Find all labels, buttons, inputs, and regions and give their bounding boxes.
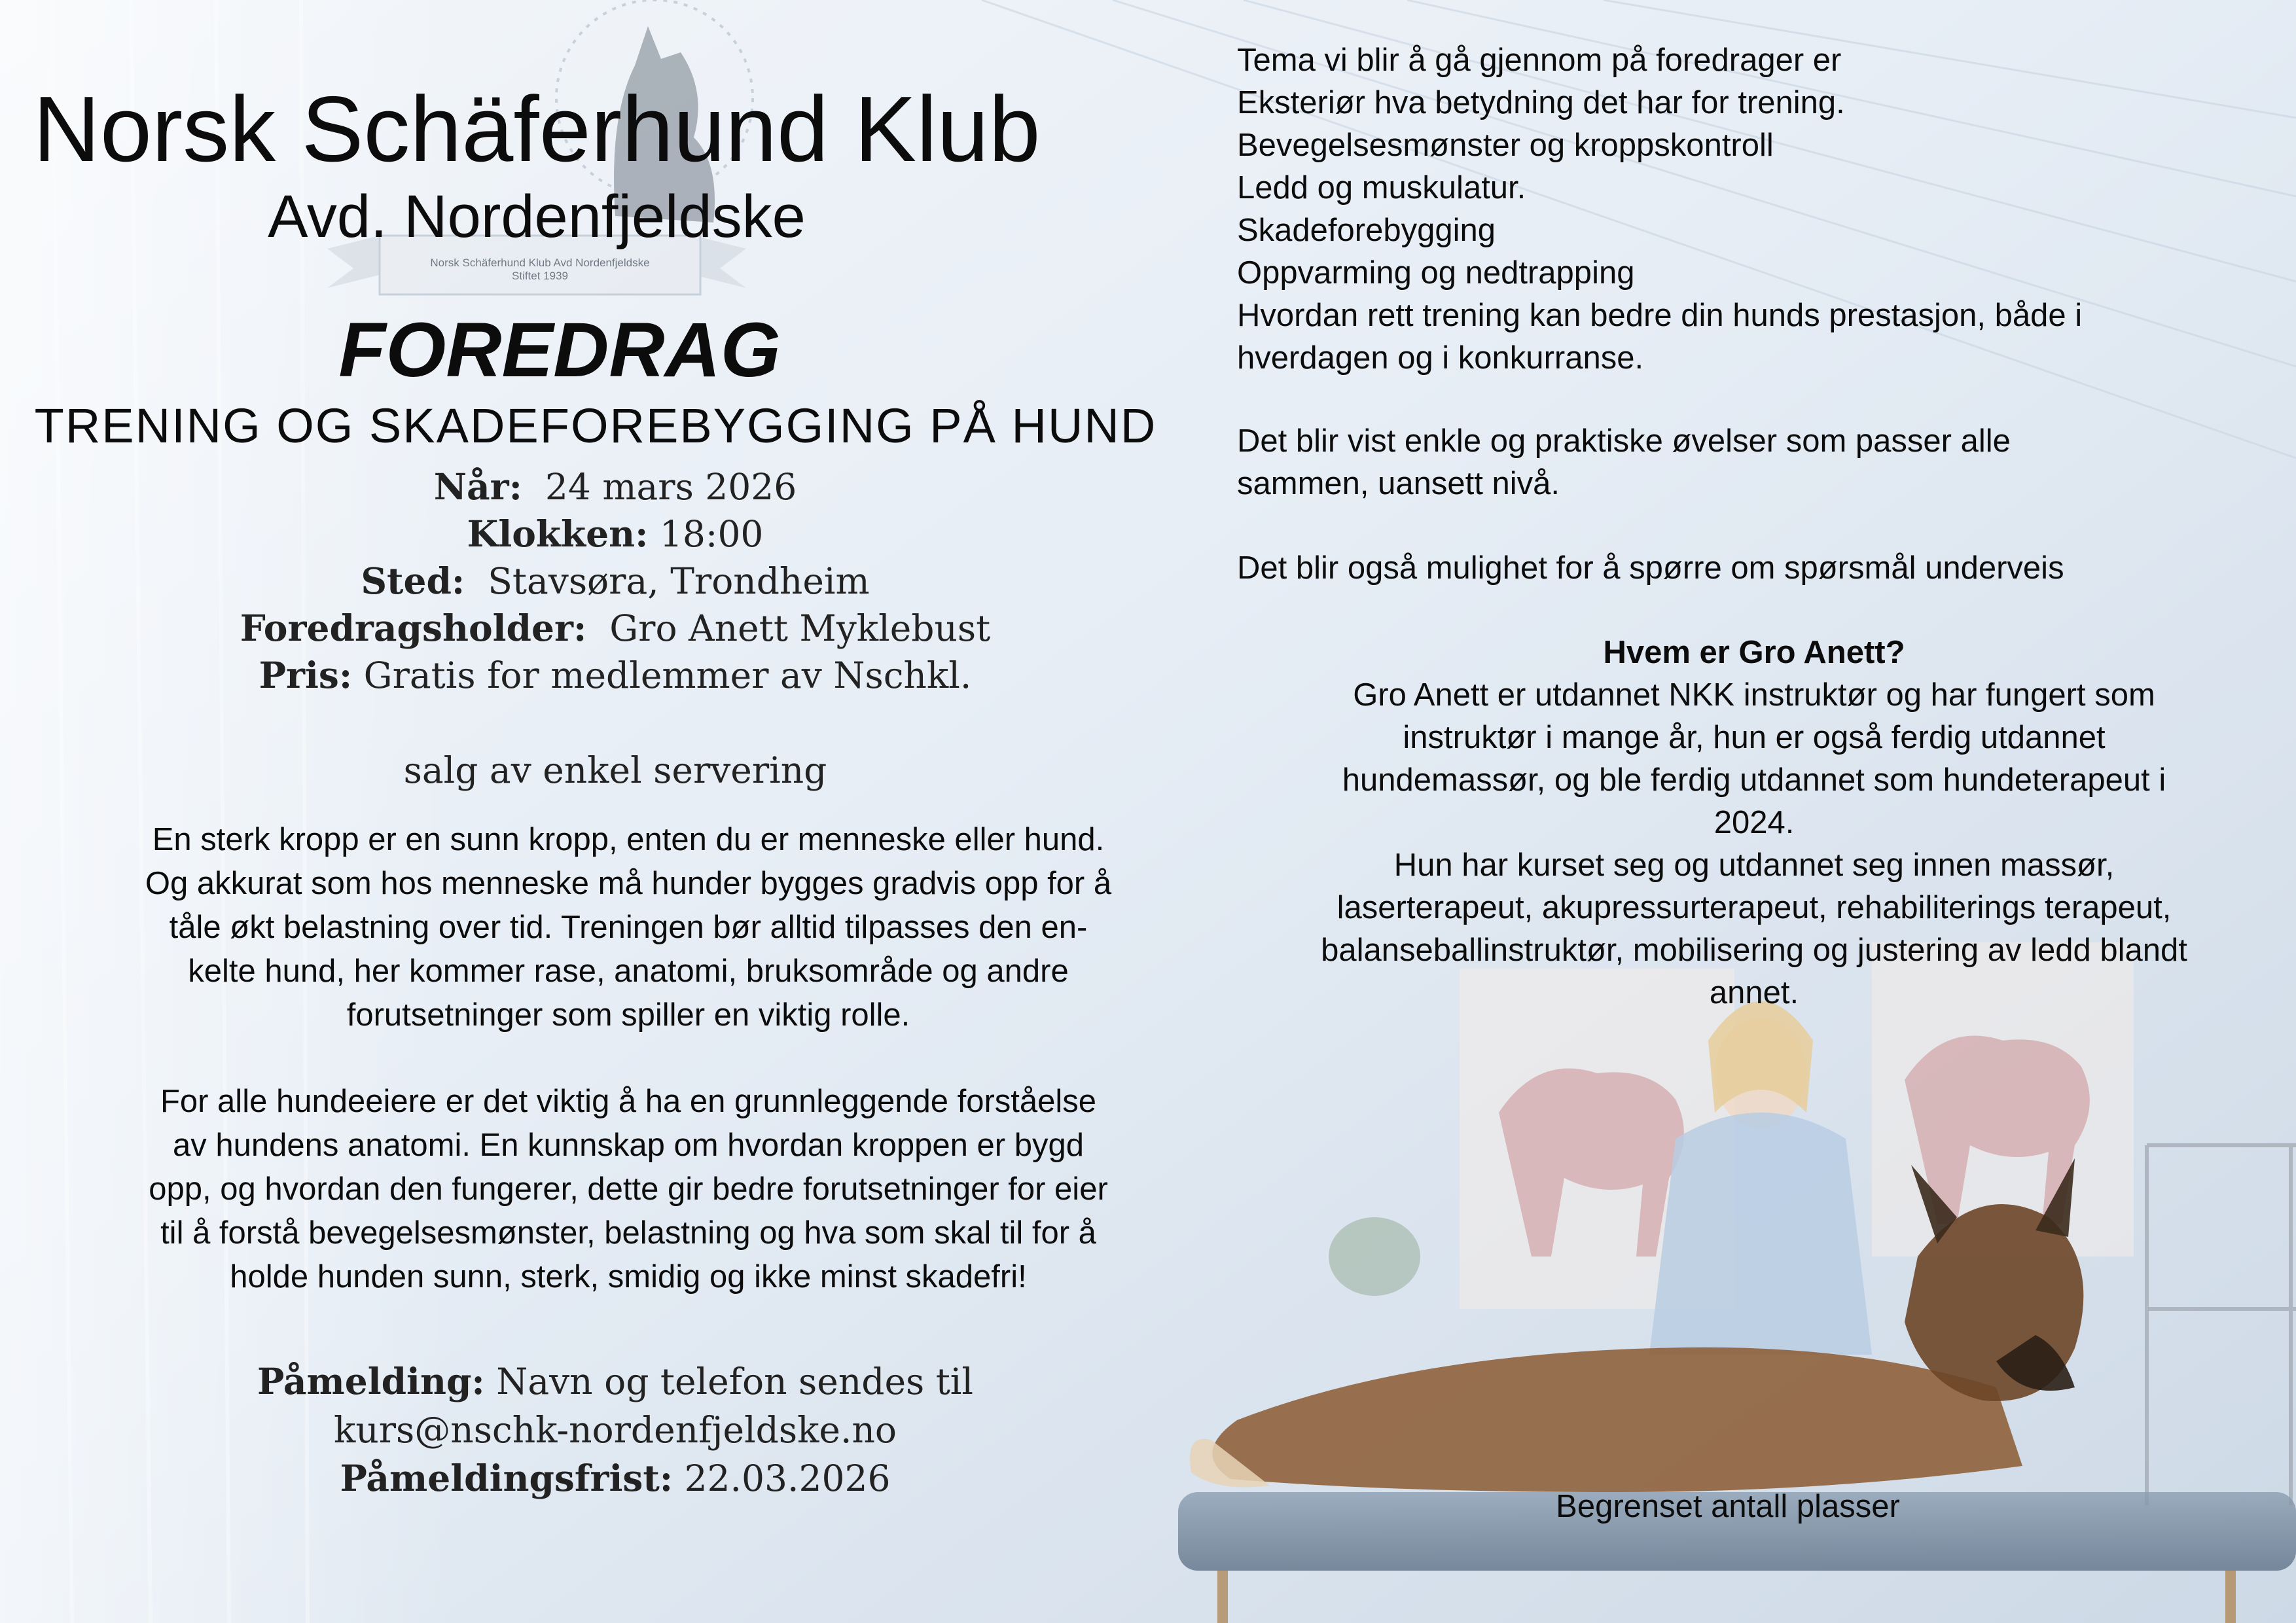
topic-line: hverdagen og i konkurranse.	[1237, 340, 1644, 376]
registration-line	[0, 1357, 1230, 1406]
registration-value: Navn og telefon sendes til	[496, 1361, 973, 1402]
bio-line: laserterapeut, akupressurterapeut, rehabiliterings terapeut,	[1336, 890, 2172, 925]
event-topic: TRENING OG SKADEFOREBYGGING PÅ HUND	[34, 399, 1157, 453]
deadline-value: 22.03.2026	[684, 1457, 891, 1499]
detail-speaker	[0, 605, 1230, 652]
topic-line: Hvordan rett trening kan bedre din hunds prestasjon, både i	[1237, 298, 2083, 333]
detail-label: Klokken:	[467, 512, 649, 555]
text-line: opp, og hvordan den fungerer, dette gir bedre forutsetninger for eier	[149, 1171, 1108, 1207]
text-line: kelte hund, her kommer rase, anatomi, bruksområde og andre	[188, 954, 1069, 989]
club-subtitle: Avd. Nordenfjeldske	[268, 183, 806, 250]
detail-label: Når:	[433, 465, 522, 508]
topic-line: Ledd og muskulatur.	[1237, 170, 1526, 205]
detail-value: 24 mars 2026	[545, 466, 797, 508]
logo-banner	[380, 257, 700, 283]
detail-label: Foredragsholder:	[240, 607, 587, 649]
logo-text: Norsk Schäferhund Klub Avd Nordenfjeldske	[430, 257, 650, 269]
text-line: sammen, uansett nivå.	[1237, 466, 1560, 501]
bio-line: balanseballinstruktør, mobilisering og justering av ledd blandt	[1321, 933, 2187, 968]
topic-line: Tema vi blir å gå gjennom på foredrager er	[1237, 43, 1842, 78]
bio-line: annet.	[1709, 975, 1799, 1010]
detail-time	[0, 510, 1230, 558]
anatomy-paragraph	[39, 1080, 1217, 1299]
topic-line: Eksteriør hva betydning det har for trening.	[1237, 85, 1845, 120]
limited-seats-note: Begrenset antall plasser	[1556, 1489, 1900, 1524]
questions-note: Det blir også mulighet for å spørre om spørsmål underveis	[1237, 550, 2064, 586]
registration	[0, 1357, 1230, 1503]
detail-date	[0, 463, 1230, 510]
text-line: til å forstå bevegelsesmønster, belastning og hva som skal til for å	[160, 1215, 1096, 1251]
bio-title: Hvem er Gro Anett?	[1603, 635, 1905, 670]
topic-line: Oppvarming og nedtrapping	[1237, 255, 1635, 291]
logo-subtext: Stiftet 1939	[511, 270, 568, 282]
text-line: tåle økt belastning over tid. Treningen bør alltid tilpasses den en-	[169, 910, 1088, 945]
serving-note: salg av enkel servering	[403, 749, 827, 791]
detail-price	[0, 652, 1230, 699]
text-line: av hundens anatomi. En kunnskap om hvordan kroppen er bygd	[173, 1128, 1084, 1163]
text-line: holde hunden sunn, sterk, smidig og ikke minst skadefri!	[230, 1259, 1027, 1294]
topics-list	[1237, 39, 2258, 380]
bio-line: Gro Anett er utdannet NKK instruktør og har fungert som	[1353, 677, 2155, 713]
detail-label: Pris:	[259, 654, 353, 696]
exercises-note	[1237, 420, 2258, 505]
intro-paragraph	[39, 818, 1217, 1037]
speaker-bio	[1230, 632, 2278, 1014]
bio-line: hundemassør, og ble ferdig utdannet som hundeterapeut i	[1342, 762, 2166, 798]
detail-label: Sted:	[361, 560, 465, 602]
bio-line: instruktør i mange år, hun er også ferdig utdannet	[1403, 720, 2106, 755]
bio-line: Hun har kurset seg og utdannet seg innen massør,	[1393, 847, 2115, 883]
event-heading: FOREDRAG	[338, 307, 781, 393]
text-line: For alle hundeeiere er det viktig å ha en grunnleggende forståelse	[160, 1084, 1097, 1119]
detail-value: Gro Anett Myklebust	[609, 607, 991, 649]
text-line: Det blir vist enkle og praktiske øvelser som passer alle	[1237, 423, 2011, 459]
text-line: forutsetninger som spiller en viktig rolle.	[346, 997, 910, 1033]
topic-line: Bevegelsesmønster og kroppskontroll	[1237, 128, 1774, 163]
topic-line: Skadeforebygging	[1237, 213, 1496, 248]
event-details	[0, 463, 1230, 699]
deadline-line	[0, 1454, 1230, 1503]
detail-place	[0, 558, 1230, 605]
detail-value: 18:00	[659, 513, 764, 555]
detail-value: Gratis for medlemmer av Nschkl.	[363, 654, 972, 696]
text-line: Og akkurat som hos menneske må hunder bygges gradvis opp for å	[145, 866, 1112, 901]
club-title: Norsk Schäferhund Klub	[33, 77, 1041, 181]
text-line: En sterk kropp er en sunn kropp, enten du er menneske eller hund.	[152, 822, 1105, 857]
registration-email[interactable]: kurs@nschk-nordenfjeldske.no	[334, 1409, 897, 1451]
deadline-label: Påmeldingsfrist:	[340, 1457, 673, 1499]
detail-value: Stavsøra, Trondheim	[488, 560, 870, 602]
bio-line: 2024.	[1713, 805, 1795, 840]
registration-label: Påmelding:	[257, 1360, 485, 1402]
